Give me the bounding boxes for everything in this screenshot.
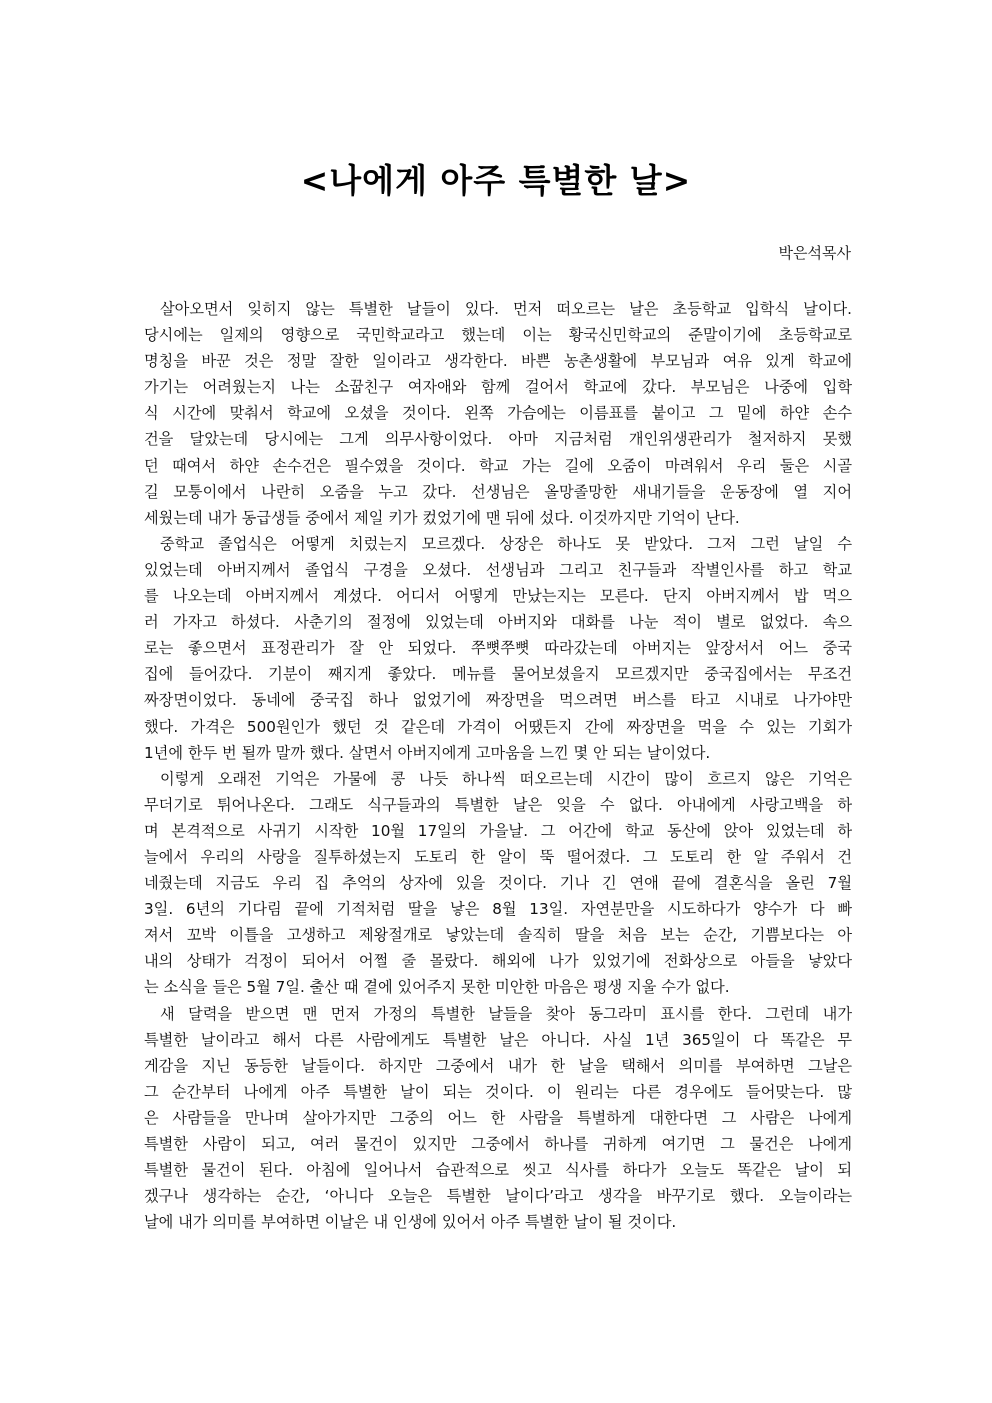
text-line: 살아오면서 잊히지 않는 특별한 날들이 있다. 먼저 떠오르는 날은 초등학교 입학식 날이다. (160, 300, 852, 318)
text-line: 식 시간에 맞춰서 학교에 오셨을 것이다. 왼쪽 가슴에는 이름표를 붙이고 그 밑에 하얀 손수 (144, 404, 852, 423)
text-line: 무더기로 튀어나온다. 그래도 식구들과의 특별한 날은 잊을 수 없다. 아내에게 사랑고백을 하 (144, 795, 852, 814)
text-line: 늘에서 우리의 사랑을 질투하셨는지 도토리 한 알이 뚝 떨어졌다. 그 도토리 한 알 주워서 건 (144, 847, 852, 866)
text-line: 짜장면이었다. 동네에 중국집 하나 없었기에 짜장면을 먹으려면 버스를 타고 시내로 나가야만 (144, 691, 852, 710)
text-line: 특별한 물건이 된다. 아침에 일어나서 습관적으로 씻고 식사를 하다가 오늘도 똑같은 날이 되 (144, 1161, 852, 1180)
text-line: 는 소식을 들은 5월 7일. 출산 때 곁에 있어주지 못한 미안한 마음은 평생 지울 수가 없다. (144, 978, 730, 997)
text-line: 세웠는데 내가 동급생들 중에서 제일 키가 컸었기에 맨 뒤에 섰다. 이것까지만 기억이 난다. (144, 508, 740, 527)
text-line: 건을 달았는데 당시에는 그게 의무사항이었다. 아마 지금처럼 개인위생관리가 철저하지 못했 (144, 430, 852, 449)
paragraph-1 (144, 296, 852, 531)
text-line: 로는 좋으면서 표정관리가 잘 안 되었다. 쭈뼛쭈뼛 따라갔는데 아버지는 앞장서서 어느 중국 (144, 639, 852, 658)
text-line: 당시에는 일제의 영향으로 국민학교라고 했는데 이는 황국신민학교의 준말이기에 초등학교로 (144, 326, 852, 345)
text-line: 3일. 6년의 기다림 끝에 기적처럼 딸을 낳은 8월 13일. 자연분만을 시도하다가 양수가 다 빠 (144, 900, 852, 919)
text-line: 며 본격적으로 사귀기 시작한 10월 17일의 가을날. 그 어간에 학교 동산에 앉아 있었는데 하 (144, 821, 852, 840)
text-line: 게감을 지닌 동등한 날들이다. 하지만 그중에서 내가 한 날을 택해서 의미를 부여하면 그날은 (144, 1056, 852, 1075)
text-line: 그 순간부터 나에게 아주 특별한 날이 되는 것이다. 이 원리는 다른 경우에도 들어맞는다. 많 (144, 1082, 852, 1101)
text-line: 명칭을 바꾼 것은 정말 잘한 일이라고 생각한다. 바쁜 농촌생활에 부모님과 여유 있게 학교에 (144, 352, 852, 371)
text-line: 네줬는데 지금도 우리 집 추억의 상자에 있을 것이다. 기나 긴 연애 끝에 결혼식을 올린 7월 (144, 874, 852, 893)
document-title: <나에게 아주 특별한 날> (300, 161, 692, 200)
text-line: 특별한 날이라고 해서 다른 사람에게도 특별한 날은 아니다. 사실 1년 365일이 다 똑같은 무 (144, 1030, 852, 1049)
text-line: 겠구나 생각하는 순간, ‘아니다 오늘은 특별한 날이다’라고 생각을 바꾸기로 했다. 오늘이라는 (144, 1187, 852, 1206)
paragraph-3 (144, 766, 852, 1001)
text-line: 내의 상태가 걱정이 되어서 어쩔 줄 몰랐다. 해외에 나가 있었기에 전화상으로 아들을 낳았다 (144, 952, 852, 971)
document-body (144, 296, 852, 1235)
text-line: 져서 꼬박 이틀을 고생하고 제왕절개로 낳았는데 솔직히 딸을 처음 보는 순간, 기쁨보다는 아 (144, 926, 852, 945)
paragraph-2 (144, 531, 852, 766)
text-line: 은 사람들을 만나며 살아가지만 그중의 어느 한 사람을 특별하게 대한다면 그 사람은 나에게 (144, 1108, 852, 1127)
text-line: 를 나오는데 아버지께서 계셨다. 어디서 어떻게 만났는지는 모른다. 단지 아버지께서 밥 먹으 (144, 587, 852, 606)
text-line: 길 모퉁이에서 나란히 오줌을 누고 갔다. 선생님은 올망졸망한 새내기들을 운동장에 열 지어 (144, 482, 852, 501)
document-author: 박은석목사 (778, 244, 851, 262)
text-line: 새 달력을 받으면 맨 먼저 가정의 특별한 날들을 찾아 동그라미 표시를 한다. 그런데 내가 (160, 1004, 852, 1023)
text-line: 1년에 한두 번 될까 말까 했다. 살면서 아버지에게 고마움을 느낀 몇 안 되는 날이었다. (144, 743, 711, 762)
text-line: 던 때여서 하얀 손수건은 필수였을 것이다. 학교 가는 길에 오줌이 마려워서 우리 둘은 시골 (144, 456, 852, 475)
text-line: 이렇게 오래전 기억은 가물에 콩 나듯 하나씩 떠오르는데 시간이 많이 흐르지 않은 기억은 (160, 769, 852, 788)
paragraph-4 (144, 1001, 852, 1236)
text-line: 중학교 졸업식은 어떻게 치렀는지 모르겠다. 상장은 하나도 못 받았다. 그저 그런 날일 수 (160, 534, 852, 553)
text-line: 했다. 가격은 500원인가 했던 것 같은데 가격이 어땠든지 간에 짜장면을 먹을 수 있는 기회가 (144, 717, 852, 736)
text-line: 러 가자고 하셨다. 사춘기의 절정에 있었는데 아버지와 대화를 나눈 적이 별로 없었다. 속으 (144, 613, 852, 632)
text-line: 있었는데 아버지께서 졸업식 구경을 오셨다. 선생님과 그리고 친구들과 작별인사를 하고 학교 (144, 560, 852, 579)
text-line: 특별한 사람이 되고, 여러 물건이 있지만 그중에서 하나를 귀하게 여기면 그 물건은 나에게 (144, 1135, 852, 1153)
text-line: 가기는 어려웠는지 나는 소꿉친구 여자애와 함께 걸어서 학교에 갔다. 부모님은 나중에 입학 (144, 378, 852, 397)
text-line: 날에 내가 의미를 부여하면 이날은 내 인생에 있어서 아주 특별한 날이 될 것이다. (144, 1213, 677, 1232)
text-line: 집에 들어갔다. 기분이 째지게 좋았다. 메뉴를 물어보셨을지 모르겠지만 중국집에서는 무조건 (144, 665, 852, 684)
